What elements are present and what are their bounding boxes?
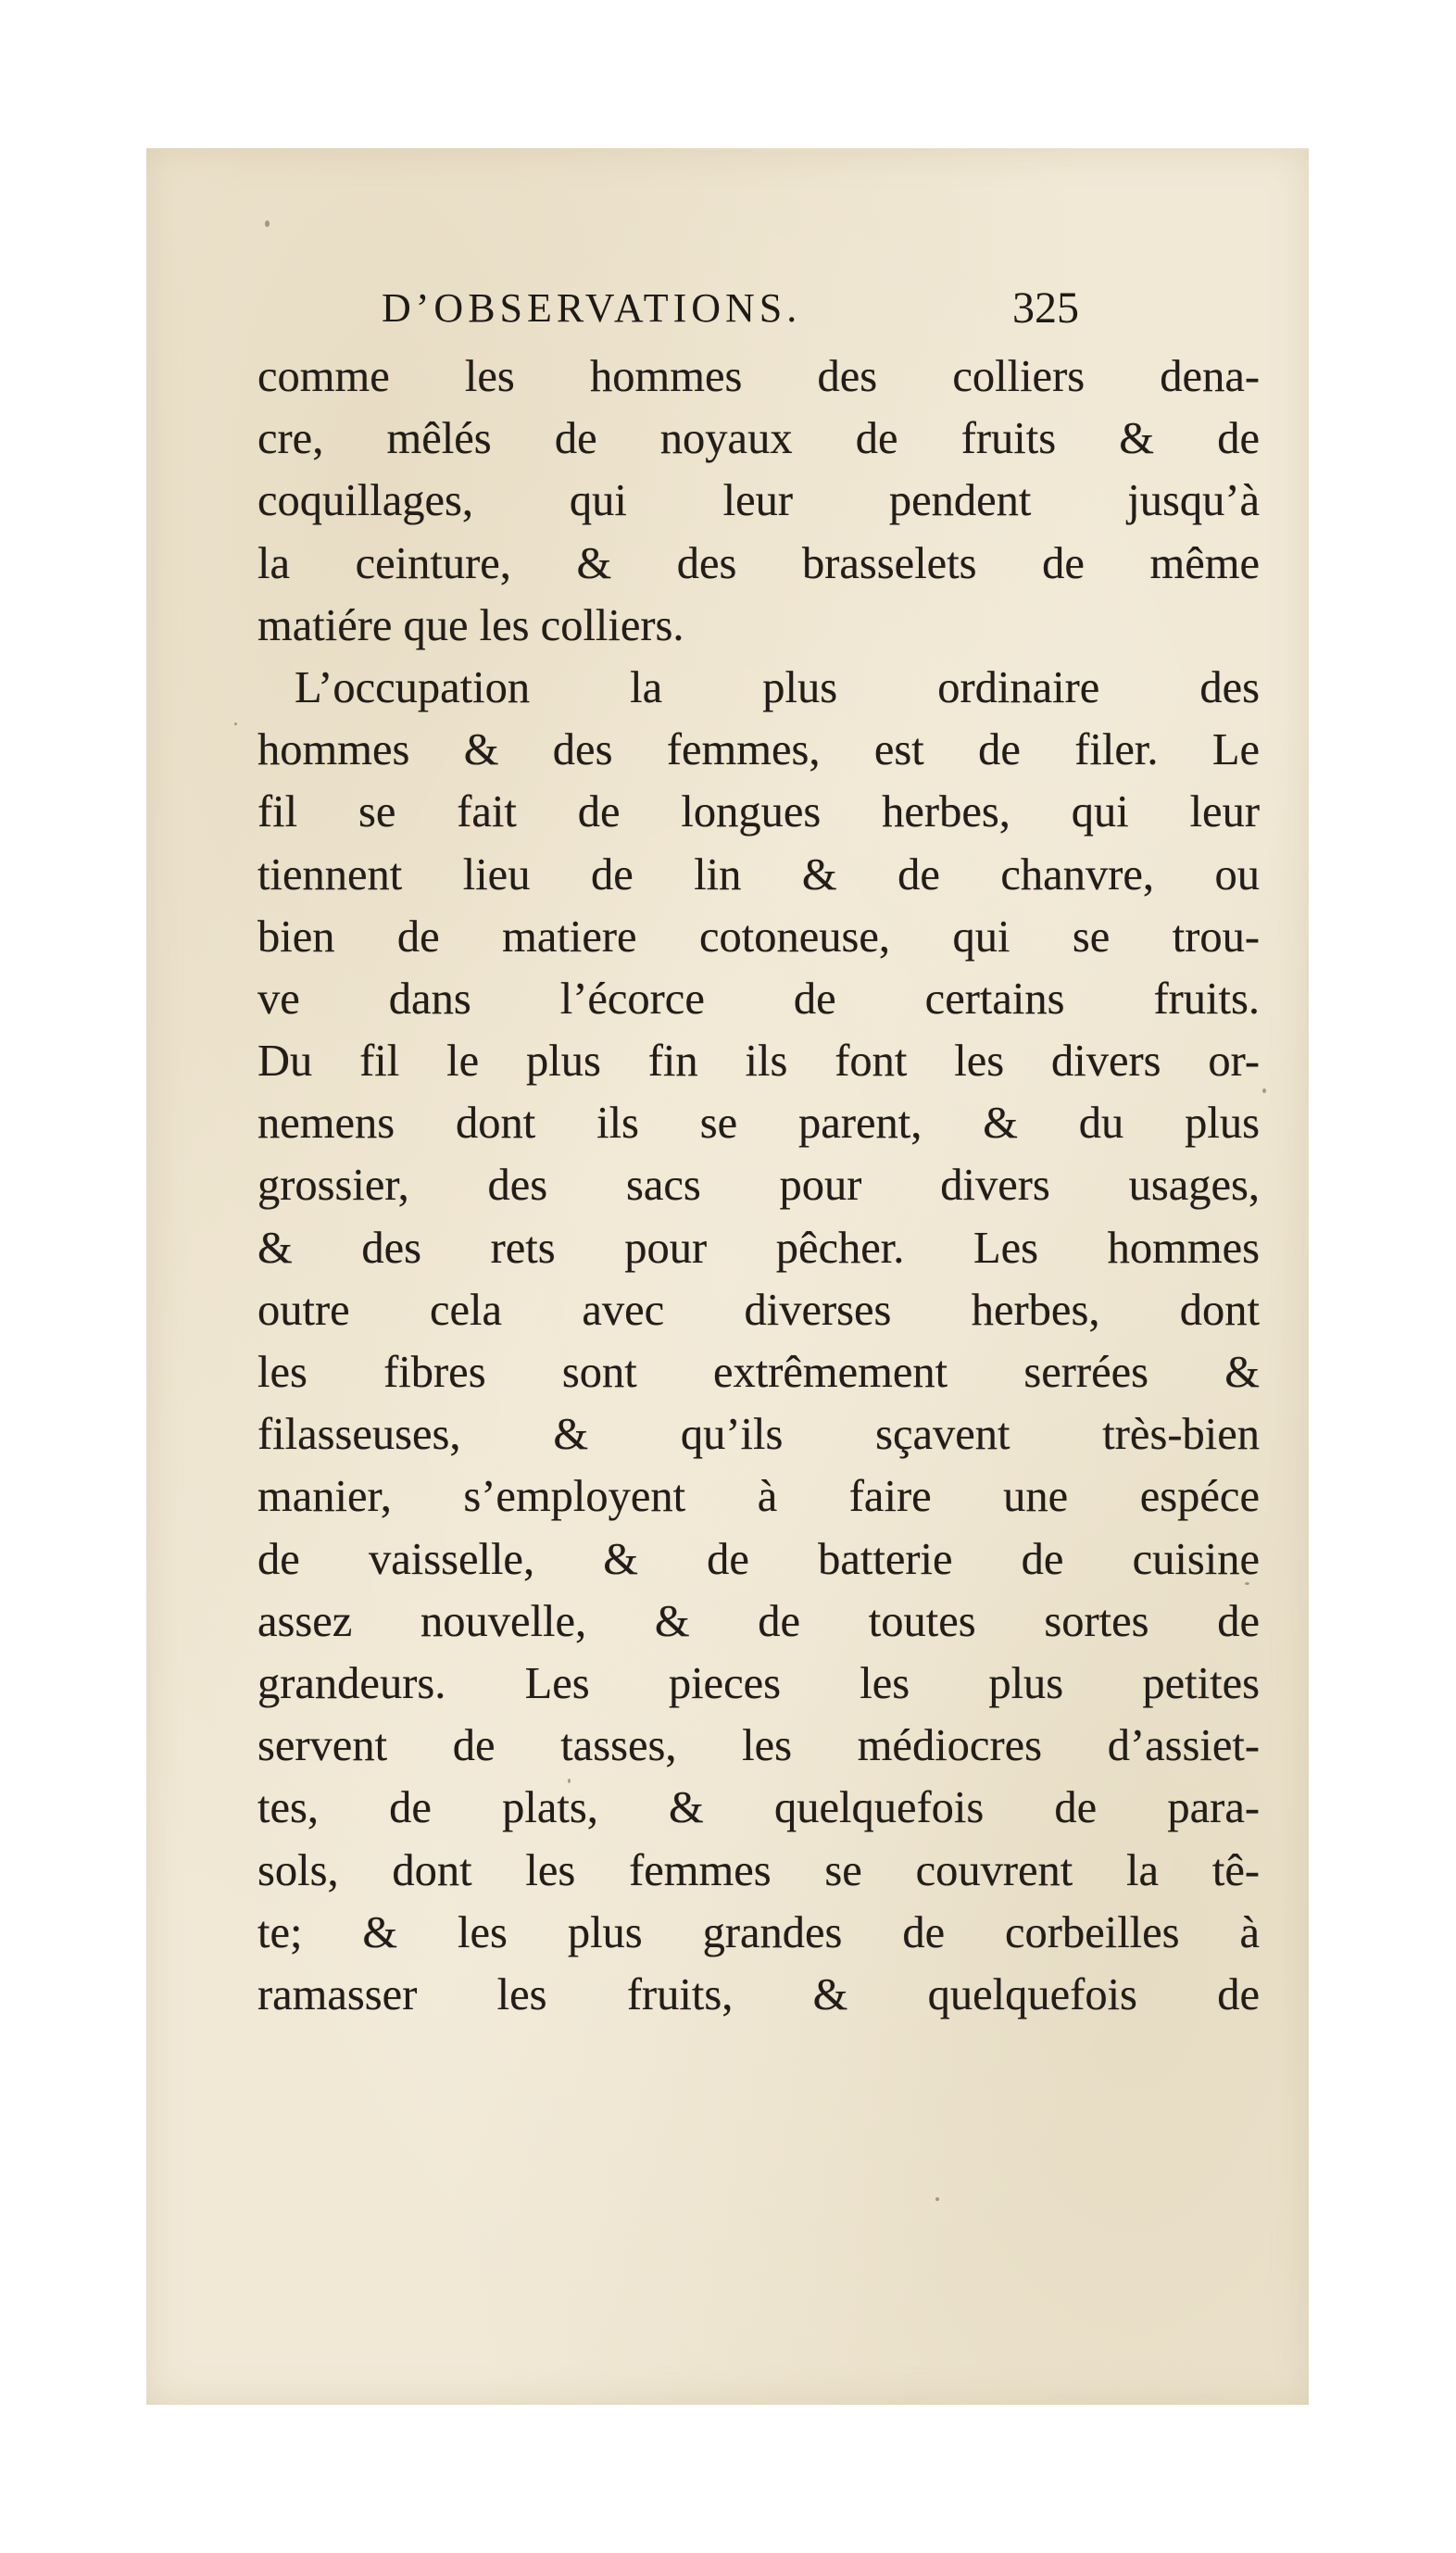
page-number: 325 bbox=[1012, 283, 1079, 333]
text-line: ve dans l’écorce de certains fruits. bbox=[257, 974, 1260, 1024]
ink-speck bbox=[265, 220, 270, 227]
text-line: matiére que les colliers. bbox=[257, 600, 684, 650]
text-line: comme les hommes des colliers dena- bbox=[257, 352, 1260, 401]
text-line: grossier, des sacs pour divers usages, bbox=[257, 1161, 1260, 1211]
text-line: tes, de plats, & quelquefois de para- bbox=[257, 1783, 1260, 1833]
text-line: outre cela avec diverses herbes, dont bbox=[257, 1285, 1260, 1335]
text-line: assez nouvelle, & de toutes sortes de bbox=[257, 1596, 1260, 1646]
text-line: coquillages, qui leur pendent jusqu’à bbox=[257, 476, 1260, 526]
text-line: la ceinture, & des brasselets de même bbox=[257, 538, 1260, 588]
text-line: & des rets pour pêcher. Les hommes bbox=[257, 1223, 1260, 1273]
text-line: ramasser les fruits, & quelquefois de bbox=[257, 1969, 1260, 2019]
text-line: Du fil le plus fin ils font les divers or- bbox=[257, 1037, 1260, 1087]
text-line: L’occupation la plus ordinaire des bbox=[295, 662, 1260, 712]
text-line: de vaisselle, & de batterie de cuisine bbox=[257, 1534, 1260, 1584]
text-line: grandeurs. Les pieces les plus petites bbox=[257, 1658, 1260, 1708]
text-line: cre, mêlés de noyaux de fruits & de bbox=[257, 414, 1260, 464]
ink-speck bbox=[1262, 1088, 1266, 1093]
body-text bbox=[257, 346, 1260, 2026]
text-line: hommes & des femmes, est de filer. Le bbox=[257, 725, 1260, 775]
text-line: filasseuses, & qu’ils sçavent très-bien bbox=[257, 1410, 1260, 1460]
text-line: bien de matiere cotoneuse, qui se trou- bbox=[257, 912, 1260, 962]
book-page bbox=[146, 148, 1309, 2405]
text-line: nemens dont ils se parent, & du plus bbox=[257, 1099, 1260, 1149]
text-line: servent de tasses, les médiocres d’assiet- bbox=[257, 1721, 1260, 1771]
text-line: te; & les plus grandes de corbeilles à bbox=[257, 1907, 1260, 1957]
page-header bbox=[146, 271, 1309, 346]
text-line: sols, dont les femmes se couvrent la tê- bbox=[257, 1845, 1260, 1895]
text-line: les fibres sont extrêmement serrées & bbox=[257, 1348, 1260, 1397]
ink-speck bbox=[935, 2197, 939, 2201]
text-line: manier, s’employent à faire une espéce bbox=[257, 1472, 1260, 1522]
running-title: D’OBSERVATIONS. bbox=[382, 285, 802, 331]
ink-speck bbox=[234, 723, 237, 725]
text-line: tiennent lieu de lin & de chanvre, ou bbox=[257, 849, 1260, 899]
text-line: fil se fait de longues herbes, qui leur bbox=[257, 787, 1260, 837]
